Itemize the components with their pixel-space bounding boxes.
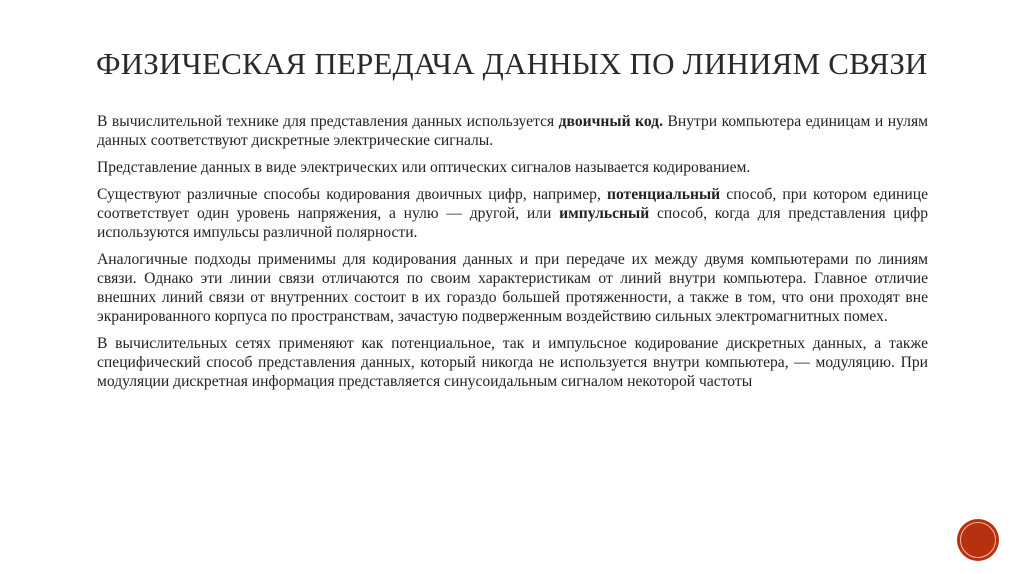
- text: Внутри компьютера единицам и нулям данных соответствуют дискретные электрические сигналы.: [97, 113, 928, 149]
- paragraph-1: [97, 112, 928, 150]
- text: Существуют различные способы кодирования двоичных цифр, например,: [97, 186, 607, 203]
- paragraph-5: В вычислительных сетях применяют как потенциальное, так и импульсное кодирование дискретных данных, а также специфический способ представления данных, который никогда не используется внутри компьютера, — модуляцию. При модуляции дискретная информация представляется синусоидальным сигналом некоторой частоты: [97, 335, 928, 390]
- text: способ, когда для представления цифр используются импульсы различной полярности.: [97, 205, 929, 241]
- paragraph-4: Аналогичные подходы применимы для кодирования данных и при передаче их между двумя компьютерами по линиям связи. Однако эти линии связи отличаются по своим характеристикам от линий внутри компьютера. Главное отличие внешних линий связи от внутренних состоит в их гораздо большей протяженности, а также в том, что они проходят вне экранированного корпуса по пространствам, зачастую подверженным воздействию сильных электромагнитных помех.: [97, 251, 928, 325]
- slide-title: ФИЗИЧЕСКАЯ ПЕРЕДАЧА ДАННЫХ ПО ЛИНИЯМ СВЯЗИ: [96, 46, 928, 81]
- bold-term: импульсный: [559, 205, 650, 222]
- slide-body: [97, 112, 928, 399]
- slide-nav-circle-icon[interactable]: [958, 520, 998, 560]
- text: способ, при котором единице соответствует один уровень напряжения, а нулю — другой, или: [97, 186, 929, 222]
- paragraph-2: Представление данных в виде электрических или оптических сигналов называется кодированием.: [97, 159, 751, 176]
- bold-term: потенциальный: [606, 186, 721, 203]
- paragraph-3: [97, 185, 928, 242]
- bold-term: двоичный код.: [558, 113, 663, 130]
- text: В вычислительной технике для представления данных используется: [97, 113, 559, 130]
